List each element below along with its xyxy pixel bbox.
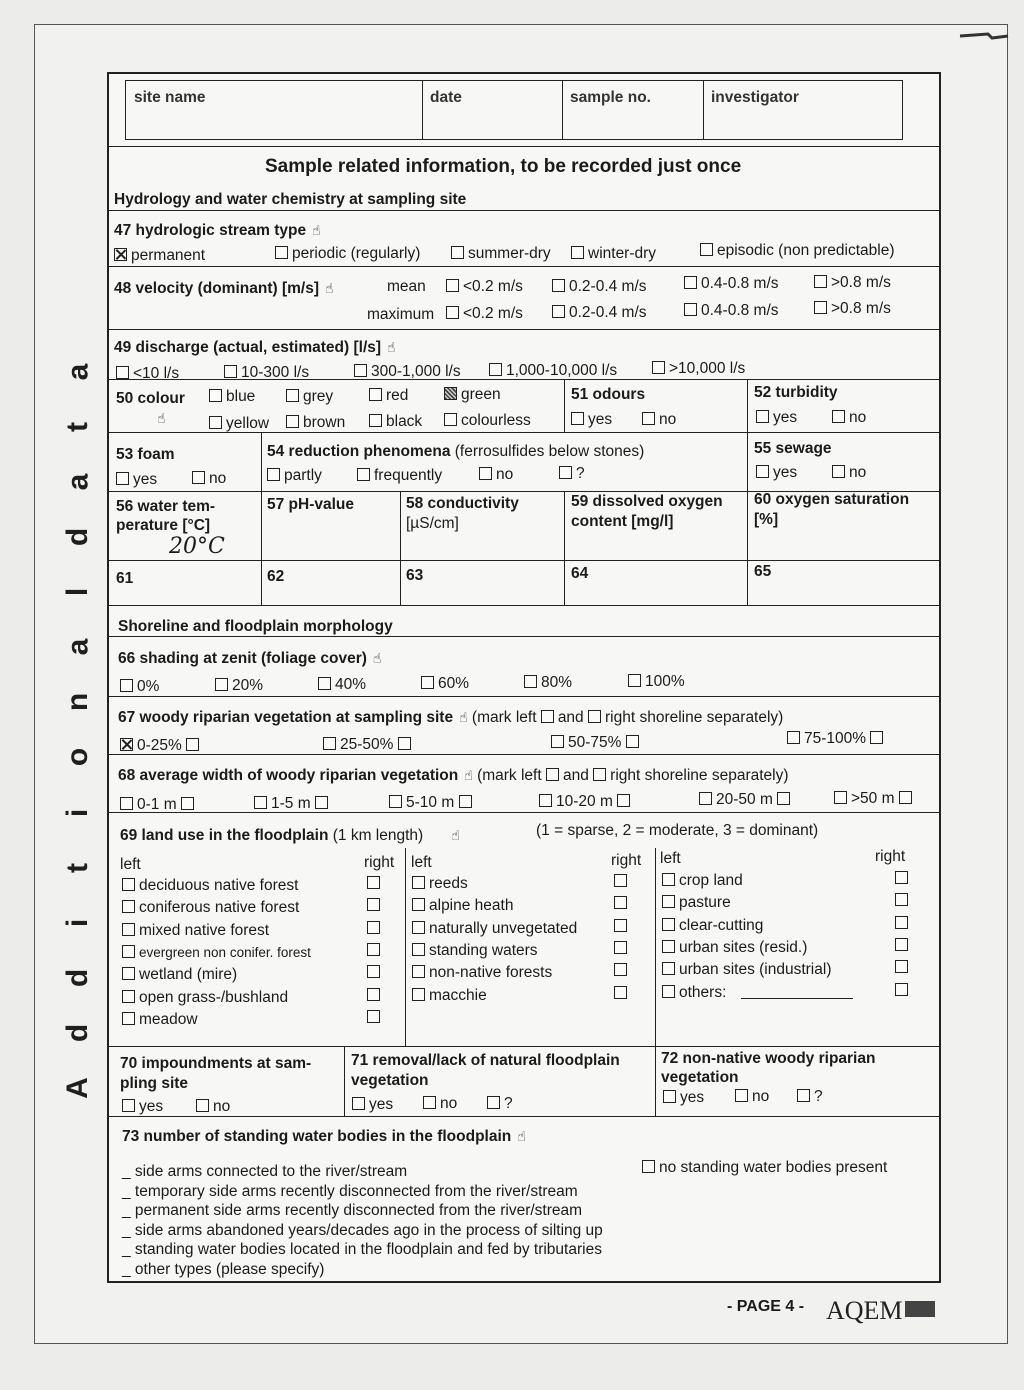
q49-opt[interactable]: >10,000 l/s: [652, 360, 745, 378]
date-label: date: [430, 89, 462, 106]
q47-label: 47 hydrologic stream type ☝: [114, 222, 321, 239]
q54-opt[interactable]: partly: [267, 467, 322, 485]
q67-opt[interactable]: 25-50%: [323, 736, 415, 754]
side-letter: t: [61, 422, 94, 433]
q71-label2: vegetation: [351, 1072, 429, 1089]
shore-heading: Shoreline and floodplain morphology: [118, 618, 393, 635]
q50-opt[interactable]: colourless: [444, 412, 531, 430]
q67-opt[interactable]: 75-100%: [787, 730, 887, 748]
q73-none[interactable]: no standing water bodies present: [642, 1159, 887, 1177]
land-use-item[interactable]: meadow: [122, 1011, 198, 1029]
land-use-item[interactable]: open grass-/bushland: [122, 989, 288, 1007]
side-letter: d: [60, 968, 94, 987]
land-use-item[interactable]: others:: [662, 984, 726, 1002]
q58-label: 58 conductivity: [406, 495, 519, 512]
q68-opt[interactable]: 20-50 m: [699, 791, 794, 809]
q72-label: 72 non-native woody riparian: [661, 1050, 876, 1067]
hand-icon: ☝: [464, 767, 473, 783]
q48-max-opt[interactable]: 0.2-0.4 m/s: [552, 304, 647, 322]
section-title: Sample related information, to be recorded just once: [265, 156, 742, 177]
q48-mean-opt[interactable]: >0.8 m/s: [814, 274, 891, 292]
q60-label: 60 oxygen saturation: [754, 491, 910, 508]
q50-opt[interactable]: blue: [209, 388, 255, 406]
q66-opt[interactable]: 0%: [120, 678, 159, 696]
field-64[interactable]: 64: [571, 565, 589, 582]
q57-label: 57 pH-value: [267, 496, 355, 513]
hand-icon: ☝: [312, 222, 321, 238]
q55-label: 55 sewage: [754, 440, 832, 457]
checkbox-checked[interactable]: [114, 248, 127, 261]
q54-opt[interactable]: ?: [559, 465, 585, 483]
land-use-item[interactable]: pasture: [662, 894, 731, 912]
land-use-item[interactable]: non-native forests: [412, 964, 552, 982]
land-use-right-checkbox[interactable]: [614, 940, 631, 958]
q67-opt[interactable]: 0-25%: [120, 737, 203, 755]
land-use-right-checkbox[interactable]: [895, 937, 912, 955]
land-use-item[interactable]: macchie: [412, 987, 487, 1005]
aqem-logo: AQEM: [826, 1296, 935, 1326]
q51-no[interactable]: no: [642, 411, 676, 429]
side-letter: a: [61, 363, 94, 381]
data-form: [107, 72, 941, 1283]
investigator-label: investigator: [711, 89, 799, 106]
side-letter: a: [61, 473, 94, 491]
q66-opt[interactable]: 40%: [318, 676, 366, 694]
q48-mean-opt[interactable]: 0.4-0.8 m/s: [684, 275, 779, 293]
land-use-right-checkbox[interactable]: [367, 920, 384, 938]
land-use-right-checkbox[interactable]: [367, 897, 384, 915]
q49-opt[interactable]: 10-300 l/s: [224, 364, 309, 382]
q59-label: 59 dissolved oxygen: [571, 493, 723, 510]
q53-yes[interactable]: yes: [116, 471, 157, 489]
q66-opt[interactable]: 100%: [628, 673, 685, 691]
hydro-heading: Hydrology and water chemistry at sampling site: [114, 191, 467, 208]
land-use-right-checkbox[interactable]: [895, 892, 912, 910]
standing-water-item[interactable]: _ other types (please specify): [122, 1261, 325, 1278]
q49-opt[interactable]: <10 l/s: [116, 365, 179, 383]
q50-opt[interactable]: green: [444, 386, 501, 404]
q68-label: 68 average width of woody riparian vegetation ☝ (mark left and right shoreline separately): [118, 767, 789, 784]
land-use-right-checkbox[interactable]: [367, 987, 384, 1005]
q53-no[interactable]: no: [192, 470, 226, 488]
q68-opt[interactable]: 1-5 m: [254, 795, 332, 813]
q72-label2: vegetation: [661, 1069, 739, 1086]
q69-right-3: right: [875, 848, 906, 865]
q48-mean-opt[interactable]: <0.2 m/s: [446, 278, 523, 296]
q48-label: 48 velocity (dominant) [m/s] ☝: [114, 280, 334, 297]
land-use-item[interactable]: urban sites (resid.): [662, 939, 807, 957]
q50-opt[interactable]: grey: [286, 388, 333, 406]
sample-no-label: sample no.: [570, 89, 651, 106]
q70-label2: pling site: [120, 1075, 189, 1092]
q47-summer-dry[interactable]: summer-dry: [451, 245, 551, 263]
side-letter: l: [61, 588, 94, 597]
others-blank[interactable]: [741, 998, 853, 999]
q56-value[interactable]: 20°C: [169, 534, 225, 559]
field-62[interactable]: 62: [267, 568, 285, 585]
q49-opt[interactable]: 300-1,000 l/s: [354, 363, 461, 381]
q69-right-1: right: [364, 854, 395, 871]
q50-label: 50 colour: [116, 390, 185, 407]
q71-yes[interactable]: yes: [352, 1096, 393, 1114]
hand-icon: ☝: [372, 650, 382, 666]
side-letter: i: [61, 918, 94, 927]
q55-yes[interactable]: yes: [756, 464, 797, 482]
field-65[interactable]: 65: [754, 563, 772, 580]
q55-no[interactable]: no: [832, 464, 866, 482]
q69-label: 69 land use in the floodplain (1 km length) ☝: [120, 827, 460, 844]
q47-winter-dry[interactable]: winter-dry: [571, 245, 656, 263]
q52-yes[interactable]: yes: [756, 409, 797, 427]
q54-label: 54 reduction phenomena (ferrosulfides below stones): [267, 443, 645, 460]
q68-opt[interactable]: 5-10 m: [389, 794, 476, 812]
land-use-item[interactable]: naturally unvegetated: [412, 920, 577, 938]
side-letter: d: [60, 528, 94, 547]
side-letter: d: [60, 1023, 94, 1042]
q73-label: 73 number of standing water bodies in the floodplain ☝: [122, 1128, 526, 1145]
q71-label: 71 removal/lack of natural floodplain: [351, 1052, 620, 1069]
land-use-right-checkbox[interactable]: [367, 942, 384, 960]
field-61[interactable]: 61: [116, 570, 134, 587]
land-use-item[interactable]: clear-cutting: [662, 917, 763, 935]
hand-icon: ☝: [517, 1128, 526, 1144]
land-use-right-checkbox[interactable]: [367, 1009, 384, 1027]
q53-label: 53 foam: [116, 446, 175, 463]
side-letter: a: [61, 638, 94, 656]
standing-water-item[interactable]: _ side arms connected to the river/stream: [122, 1163, 408, 1180]
q69-left-3: left: [660, 850, 681, 867]
land-use-right-checkbox[interactable]: [614, 918, 631, 936]
q48-max-opt[interactable]: 0.4-0.8 m/s: [684, 302, 779, 320]
q47-periodic[interactable]: periodic (regularly): [275, 245, 420, 263]
q56-label2: perature [°C]: [116, 517, 211, 534]
q50-opt[interactable]: black: [369, 413, 422, 431]
q69-left-1: left: [120, 856, 141, 873]
q66-opt[interactable]: 80%: [524, 674, 572, 692]
land-use-item[interactable]: crop land: [662, 872, 743, 890]
q70-yes[interactable]: yes: [122, 1098, 163, 1116]
land-use-item[interactable]: evergreen non conifer. forest: [122, 944, 311, 962]
standing-water-item[interactable]: _ side arms abandoned years/decades ago in the process of silting up: [122, 1221, 603, 1239]
q70-label: 70 impoundments at sam-: [120, 1055, 312, 1072]
q51-yes[interactable]: yes: [571, 411, 612, 429]
q60-label2: [%]: [754, 511, 779, 528]
land-use-right-checkbox[interactable]: [895, 982, 912, 1000]
q66-opt[interactable]: 20%: [215, 677, 263, 695]
standing-water-item[interactable]: _ standing water bodies located in the floodplain and fed by tributaries: [122, 1241, 602, 1259]
q66-label: 66 shading at zenit (foliage cover) ☝: [118, 650, 382, 667]
q72-yes[interactable]: yes: [663, 1089, 704, 1107]
side-label: [58, 360, 98, 1100]
q54-opt[interactable]: frequently: [357, 467, 442, 485]
land-use-item[interactable]: urban sites (industrial): [662, 961, 831, 979]
side-letter: i: [61, 808, 94, 817]
land-use-item[interactable]: coniferous native forest: [122, 899, 299, 917]
q69-scale: (1 = sparse, 2 = moderate, 3 = dominant): [536, 822, 819, 839]
land-use-right-checkbox[interactable]: [614, 873, 631, 891]
land-use-item[interactable]: reeds: [412, 875, 468, 893]
page-clip-mark: [958, 30, 1010, 42]
land-use-right-checkbox[interactable]: [367, 875, 384, 893]
land-use-right-checkbox[interactable]: [895, 959, 912, 977]
q52-no[interactable]: no: [832, 409, 866, 427]
q69-left-2: left: [411, 854, 432, 871]
q67-label: 67 woody riparian vegetation at sampling site ☝ (mark left and right shoreline separately): [118, 709, 784, 726]
site-name-label: site name: [134, 89, 206, 106]
q56-label: 56 water tem-: [116, 498, 216, 515]
land-use-item[interactable]: standing waters: [412, 942, 538, 960]
land-use-right-checkbox[interactable]: [367, 964, 384, 982]
side-letter: o: [60, 748, 94, 767]
land-use-right-checkbox[interactable]: [895, 870, 912, 888]
q47-episodic[interactable]: episodic (non predictable): [700, 242, 895, 260]
q51-label: 51 odours: [571, 386, 646, 403]
q47-permanent[interactable]: permanent: [114, 247, 205, 265]
land-use-right-checkbox[interactable]: [614, 962, 631, 980]
q52-label: 52 turbidity: [754, 384, 838, 401]
land-use-item[interactable]: alpine heath: [412, 897, 513, 915]
land-use-right-checkbox[interactable]: [614, 985, 631, 1003]
q59-label2: content [mg/l]: [571, 513, 674, 530]
q69-right-2: right: [611, 852, 642, 869]
page-number: - PAGE 4 -: [727, 1298, 805, 1315]
q48-max-opt[interactable]: <0.2 m/s: [446, 305, 523, 323]
q58-label2: [µS/cm]: [406, 515, 459, 532]
side-letter: n: [60, 693, 94, 712]
q71-unknown[interactable]: ?: [487, 1095, 513, 1113]
land-use-item[interactable]: deciduous native forest: [122, 877, 298, 895]
q72-no[interactable]: no: [735, 1088, 769, 1106]
q50-opt[interactable]: brown: [286, 414, 345, 432]
hand-icon: ☝: [387, 339, 396, 355]
q48-max-label: maximum: [367, 306, 435, 323]
q48-max-opt[interactable]: >0.8 m/s: [814, 300, 891, 318]
q68-opt[interactable]: 0-1 m: [120, 796, 198, 814]
land-use-right-checkbox[interactable]: [614, 895, 631, 913]
q48-mean-opt[interactable]: 0.2-0.4 m/s: [552, 278, 647, 296]
side-letter: t: [61, 862, 94, 873]
side-letter: A: [60, 1076, 94, 1099]
hand-icon: ☝: [324, 280, 334, 296]
land-use-item[interactable]: mixed native forest: [122, 922, 269, 940]
q49-label: 49 discharge (actual, estimated) [l/s] ☝: [114, 339, 396, 356]
field-63[interactable]: 63: [406, 567, 424, 584]
q50-opt[interactable]: yellow: [209, 415, 269, 433]
q66-opt[interactable]: 60%: [421, 675, 469, 693]
q48-mean-label: mean: [387, 278, 426, 295]
land-use-right-checkbox[interactable]: [895, 915, 912, 933]
hand-icon: ☝: [157, 410, 166, 426]
q54-opt[interactable]: no: [479, 466, 513, 484]
q50-opt[interactable]: red: [369, 387, 408, 405]
q72-unknown[interactable]: ?: [797, 1088, 823, 1106]
q71-no[interactable]: no: [423, 1095, 457, 1113]
hand-icon: ☝: [451, 827, 460, 843]
standing-water-item[interactable]: _ permanent side arms recently disconnected from the river/stream: [122, 1202, 583, 1220]
q68-opt[interactable]: 10-20 m: [539, 793, 634, 811]
q49-opt[interactable]: 1,000-10,000 l/s: [489, 362, 617, 380]
land-use-item[interactable]: wetland (mire): [122, 966, 237, 984]
q70-no[interactable]: no: [196, 1098, 230, 1116]
standing-water-item[interactable]: _ temporary side arms recently disconnected from the river/stream: [122, 1182, 578, 1200]
hand-icon: ☝: [459, 709, 468, 725]
header-box: [125, 80, 903, 140]
q67-opt[interactable]: 50-75%: [551, 734, 643, 752]
q68-opt[interactable]: >50 m: [834, 790, 916, 808]
